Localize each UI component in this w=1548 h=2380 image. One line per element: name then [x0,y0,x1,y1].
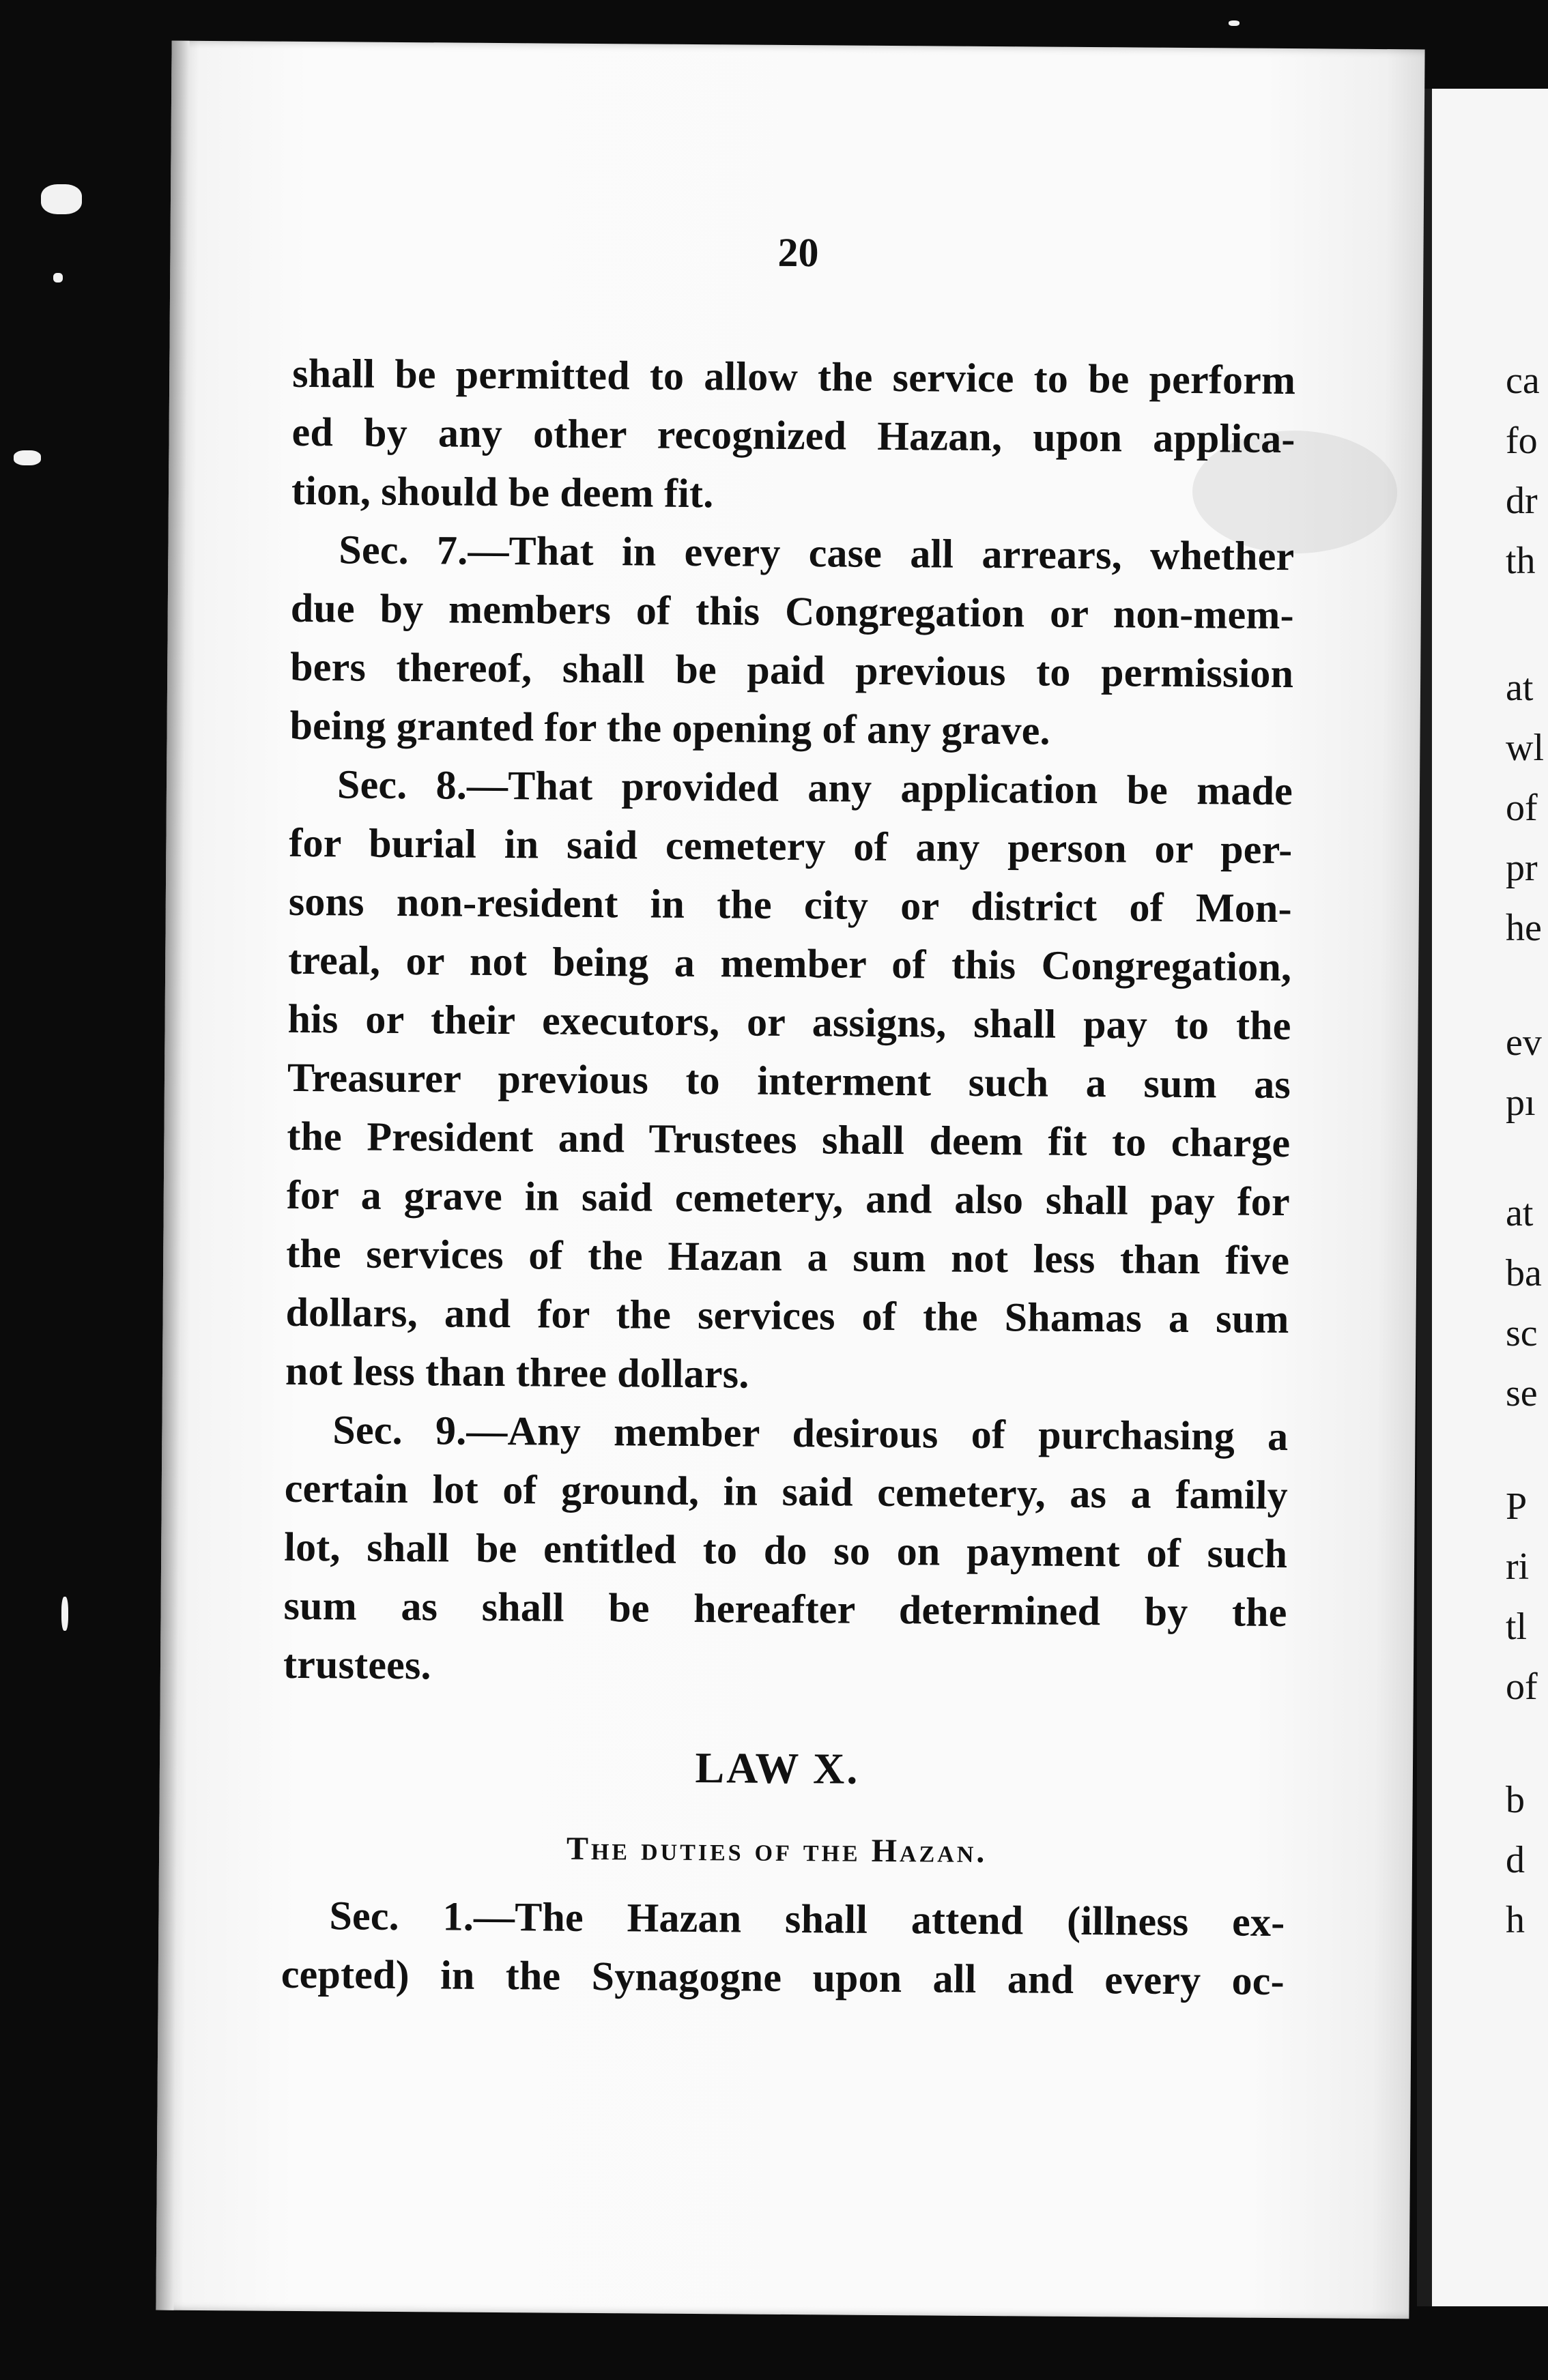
text-line: for burial in said cemetery of any person or per- [289,819,1293,873]
fragment-text: of [1506,787,1538,829]
fragment-text: dr [1506,480,1538,522]
text-line: Treasurer previous to interment such a sum as [287,1054,1291,1107]
fragment-text: he [1506,907,1542,949]
fragment-text: se [1506,1372,1538,1414]
film-speck [1229,20,1239,26]
film-speck [53,273,63,282]
text-line: for a grave in said cemetery, and also shall pay for [286,1172,1291,1225]
fragment-text: P [1506,1485,1528,1528]
text-line: being granted for the opening of any grave. [289,702,1050,753]
law-subheading: The duties of the Hazan. [566,1830,988,1870]
fragment-text: sc [1506,1312,1538,1354]
text-line: dollars, and for the services of the Shamas a sum [285,1289,1289,1342]
page-spine-edge [156,41,189,2310]
page-number: 20 [777,229,819,276]
text-line: his or their executors, or assigns, shall pay to the [287,996,1291,1049]
fragment-text: d [1506,1839,1525,1881]
fragment-text: pr [1506,847,1538,889]
fragment-text: th [1506,540,1536,582]
text-line: certain lot of ground, in said cemetery, as a family [284,1465,1289,1518]
text-line: not less than three dollars. [285,1348,749,1397]
fragment-text: wl [1506,727,1544,769]
fragment-text: fo [1506,420,1538,462]
fragment-text: b [1506,1779,1525,1821]
fragment-text: ev [1506,1021,1542,1064]
fragment-text: h [1506,1899,1525,1941]
book-page [156,41,1424,2319]
fragment-text: ba [1506,1252,1542,1294]
film-speck [41,184,82,214]
fragment-text: ri [1506,1545,1530,1588]
fragment-text: at [1506,667,1534,709]
text-line: due by members of this Congregation or non-mem- [290,585,1295,638]
text-line: sons non-resident in the city or district of Mon- [288,878,1293,931]
text-line: sum as shall be hereafter determined by the [283,1582,1287,1636]
text-line: Sec. 9.—Any member desirous of purchasing a [332,1407,1289,1460]
text-line: Sec. 7.—That in every case all arrears, whether [339,527,1295,579]
fragment-text: tl [1506,1606,1528,1648]
text-line: Sec. 8.—That provided any application be made [336,761,1293,814]
text-line: lot, shall be entitled to do so on payment of such [283,1524,1288,1577]
text-line: the services of the Hazan a sum not less than five [285,1230,1290,1283]
film-speck [61,1597,68,1631]
film-speck [14,450,41,465]
fragment-text: pı [1506,1082,1536,1124]
next-page-fragment [1432,89,1548,2306]
text-line: ed by any other recognized Hazan, upon applica- [291,409,1295,462]
text-line: the President and Trustees shall deem fit to charge [287,1113,1291,1166]
fragment-text: ca [1506,360,1540,402]
text-line: treal, or not being a member of this Congregation, [288,937,1292,990]
fragment-text: of [1506,1666,1538,1708]
text-line: bers thereof, shall be paid previous to permission [290,643,1294,697]
text-line: Sec. 1.—The Hazan shall attend (illness ex- [329,1893,1285,1945]
fragment-text: at [1506,1192,1534,1234]
text-line: cepted) in the Synagogne upon all and every oc- [281,1951,1285,2004]
text-line: shall be permitted to allow the service to be perform [292,350,1296,403]
page-text-block [281,42,1319,2004]
text-line: trustees. [283,1641,431,1688]
law-heading: LAW X. [695,1743,860,1793]
text-line: tion, should be deem fit. [291,467,714,517]
